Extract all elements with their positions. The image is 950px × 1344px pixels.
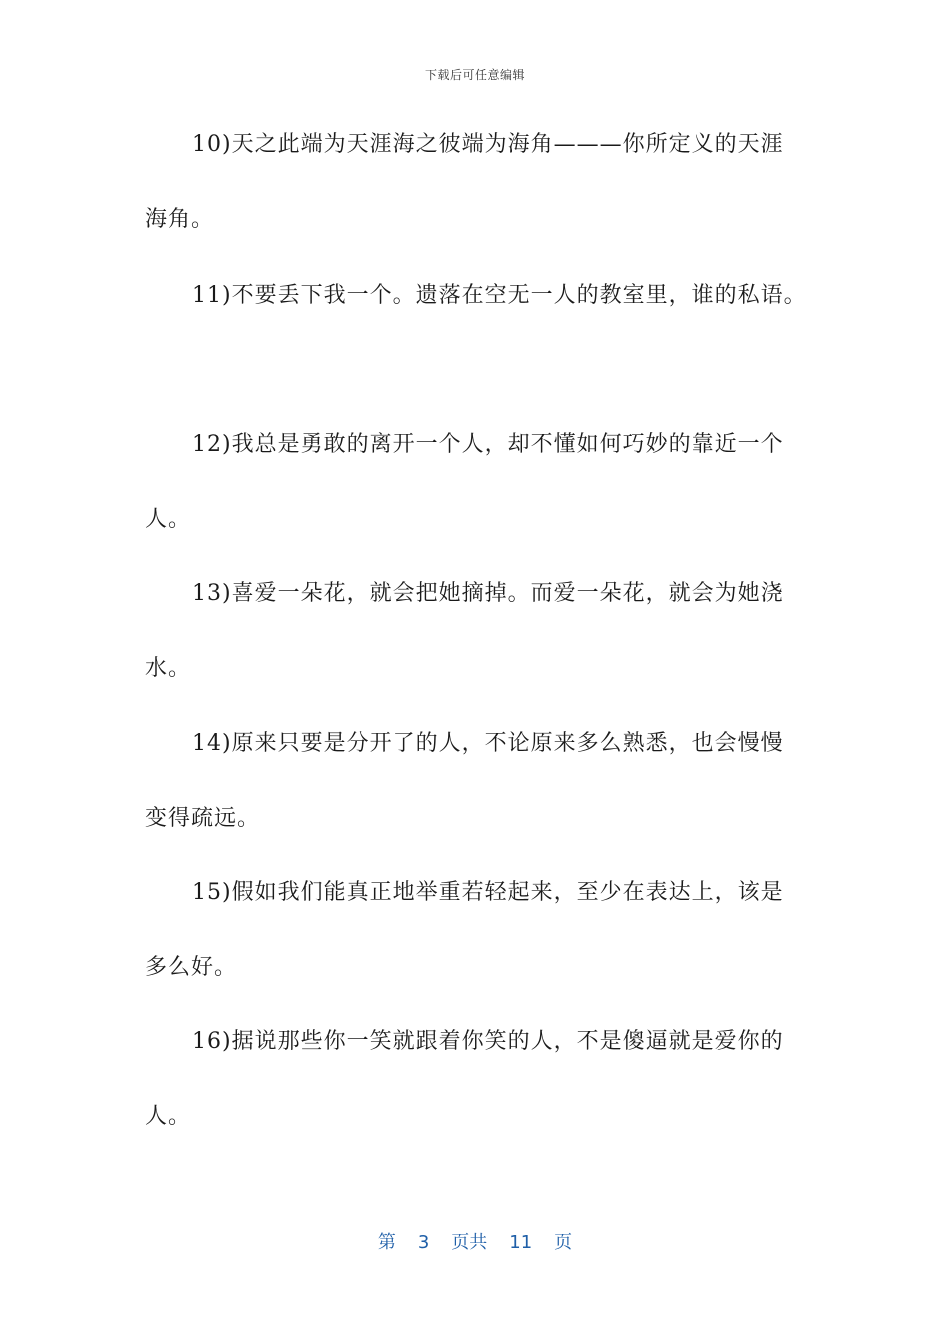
footer-suffix: 页 [554,1232,573,1253]
paragraph-line: 水。 [145,656,192,681]
paragraph-line: 变得疏远。 [145,806,261,831]
paragraph-line: 11)不要丢下我一个。遗落在空无一人的教室里，谁的私语。 [192,283,807,308]
total-pages-number: 11 [509,1232,533,1253]
paragraph-line: 14)原来只要是分开了的人，不论原来多么熟悉，也会慢慢 [192,731,784,756]
paragraph-line: 13)喜爱一朵花，就会把她摘掉。而爱一朵花，就会为她浇 [192,581,784,606]
paragraph-line: 10)天之此端为天涯海之彼端为海角———你所定义的天涯 [192,132,784,157]
paragraph-line: 多么好。 [145,955,238,980]
page-footer [0,1228,950,1254]
paragraph-line: 16)据说那些你一笑就跟着你笑的人，不是傻逼就是爱你的 [192,1029,784,1054]
paragraph-line: 人。 [145,507,192,532]
paragraph-line: 人。 [145,1104,192,1129]
footer-middle: 页共 [451,1232,488,1253]
current-page-number: 3 [417,1232,430,1253]
paragraph-line: 海角。 [145,207,215,232]
footer-prefix: 第 [377,1232,396,1253]
paragraph-line: 15)假如我们能真正地举重若轻起来，至少在表达上，该是 [192,880,784,905]
paragraph-line: 12)我总是勇敢的离开一个人，却不懂如何巧妙的靠近一个 [192,432,784,457]
header-note: 下载后可任意编辑 [424,68,525,82]
